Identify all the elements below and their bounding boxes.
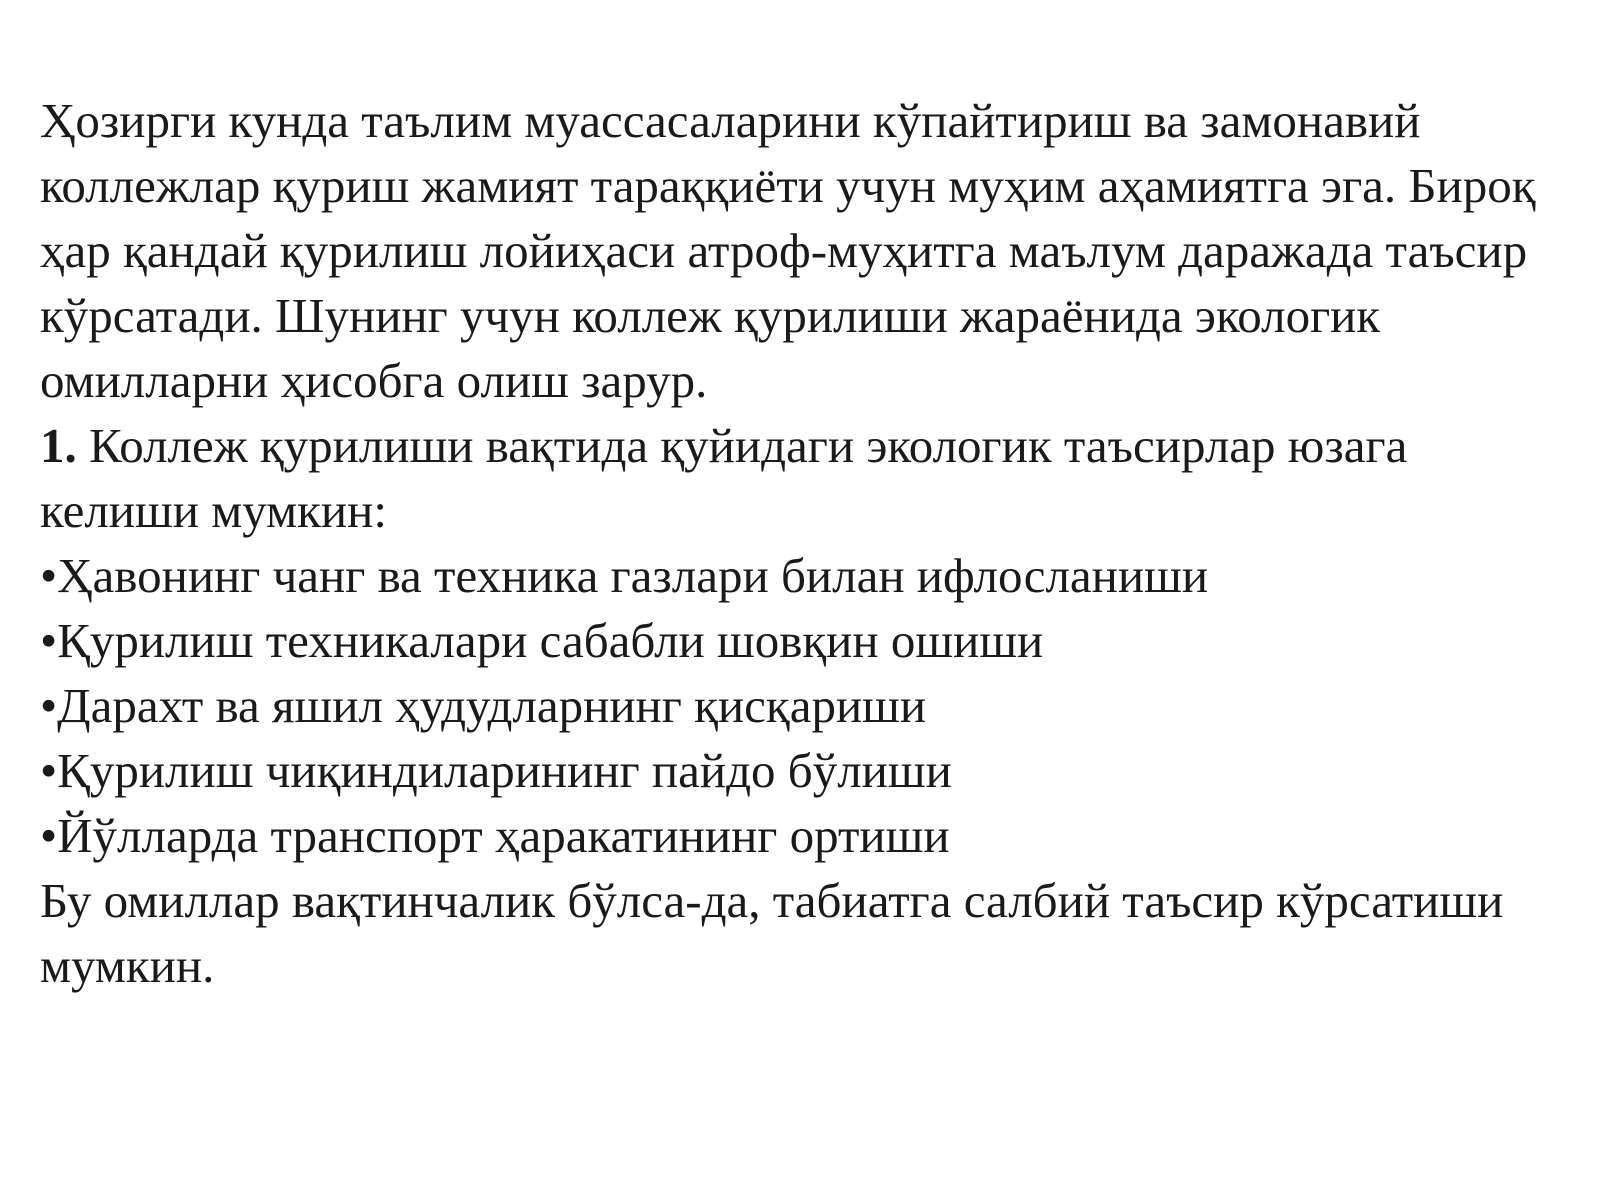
bullet-text: Йўлларда транспорт ҳаракатининг ортиши (57, 808, 950, 863)
bullet-text: Қурилиш техникалари сабабли шовқин ошиши (57, 613, 1044, 668)
bullet-list (40, 543, 1570, 868)
bullet-icon: • (40, 548, 58, 603)
bullet-text: Ҳавонинг чанг ва техника газлари билан ифлосланиши (57, 548, 1209, 603)
bullet-icon: • (40, 613, 58, 668)
bullet-icon: • (40, 808, 58, 863)
bullet-item (40, 543, 1570, 608)
bullet-icon: • (40, 743, 58, 798)
bullet-text: Қурилиш чиқиндиларининг пайдо бўлиши (57, 743, 952, 798)
bullet-item (40, 608, 1570, 673)
bullet-text: Дарахт ва яшил ҳудудларнинг қисқариши (57, 678, 927, 733)
intro-paragraph: Ҳозирги кунда таълим муассасаларини кўпайтириш ва замонавий коллежлар қуриш жамият тараққиёти учун муҳим аҳамиятга эга. Бироқ ҳар қандай қурилиш лойиҳаси атроф-муҳитга маълум даражада таъсир кўрсатади. Шунинг учун коллеж қурилиши жараёнида экологик омилларни ҳисобга олиш зарур. (40, 93, 1536, 408)
bullet-item (40, 738, 1570, 803)
item-number: 1. (40, 418, 77, 473)
conclusion-paragraph: Бу омиллар вақтинчалик бўлса-да, табиатга салбий таъсир кўрсатиши мумкин. (40, 873, 1504, 993)
numbered-item (40, 413, 1570, 543)
bullet-icon: • (40, 678, 58, 733)
bullet-item (40, 803, 1570, 868)
slide-body (40, 88, 1570, 998)
bullet-item (40, 673, 1570, 738)
item-text: Коллеж қурилиши вақтида қуйидаги экологик таъсирлар юзага келиши мумкин: (40, 418, 1408, 538)
